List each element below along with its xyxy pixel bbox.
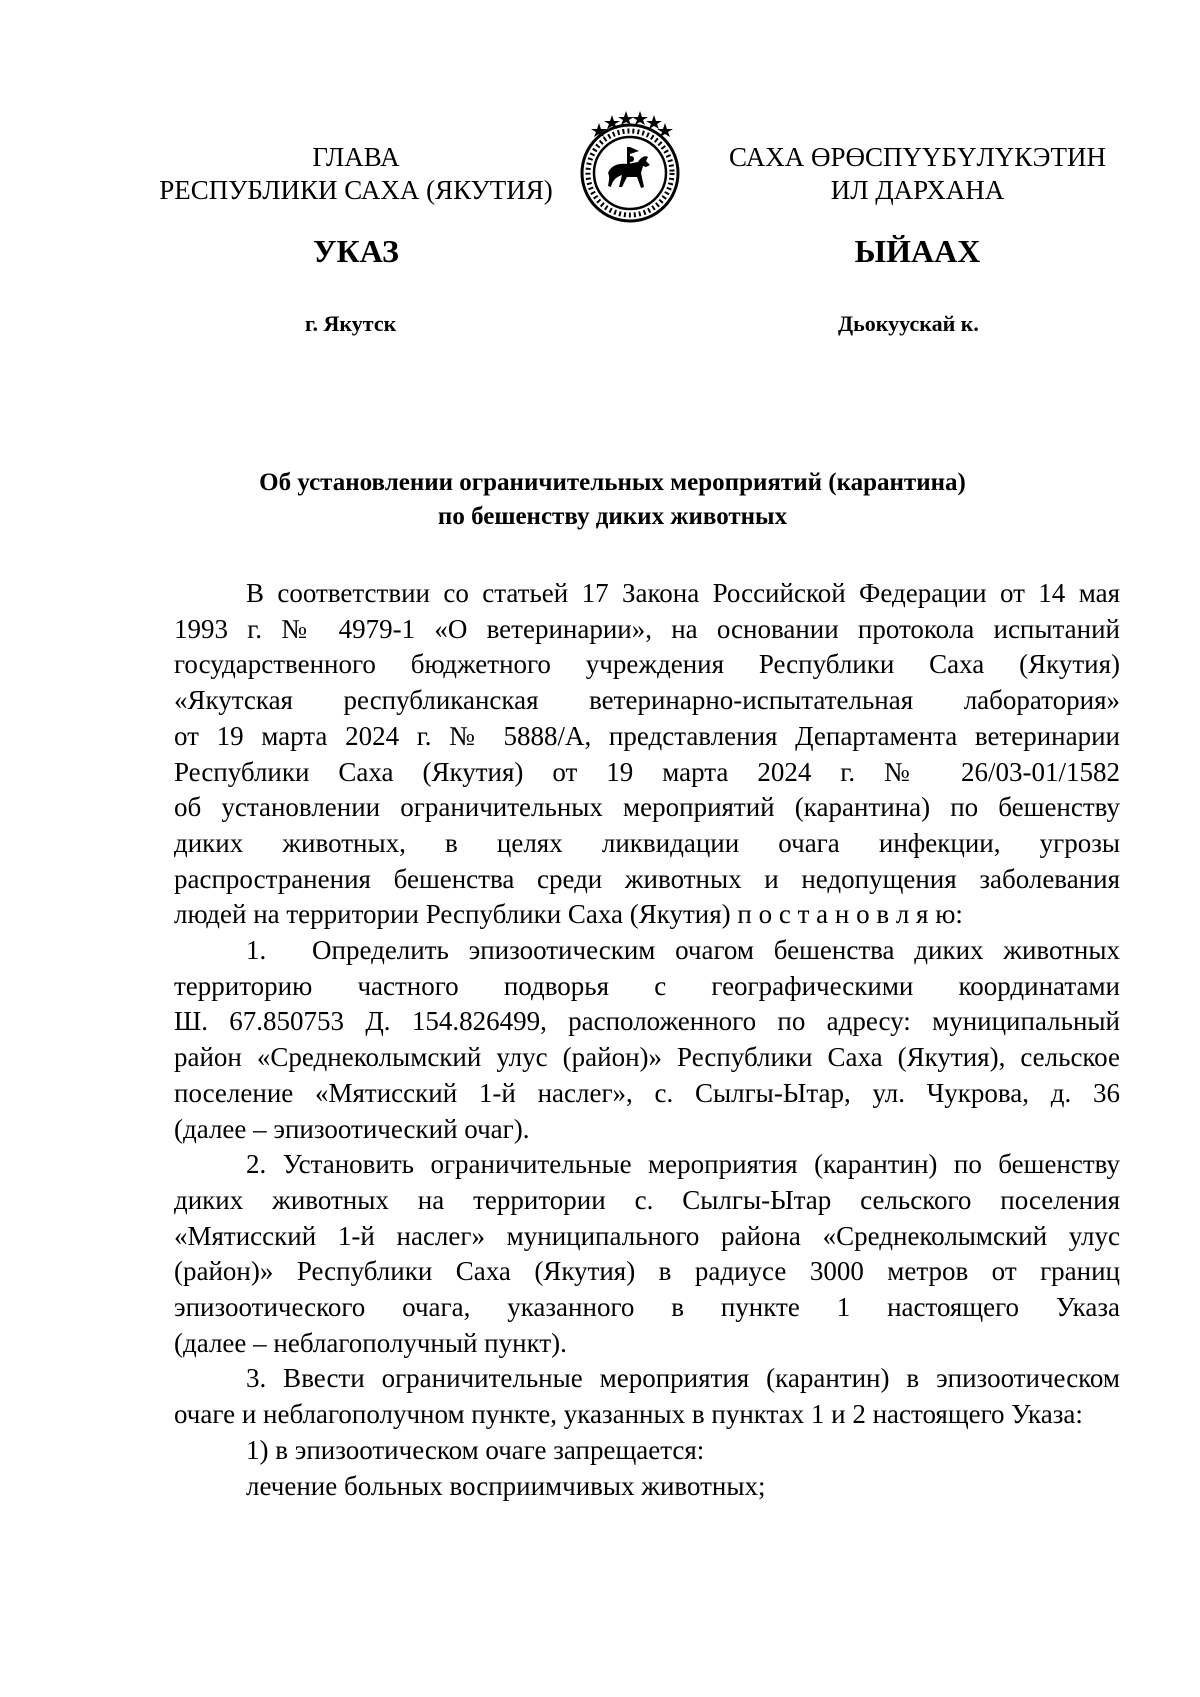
- item1-number: 1.: [246, 935, 267, 966]
- p1-line-3: государственного бюджетного учреждения Республики Саха (Якутия): [174, 649, 1120, 680]
- item2-line-1: 2. Установить ограничительные мероприятия (карантин) по бешенству: [246, 1149, 1120, 1180]
- document-body: [174, 576, 1120, 1504]
- p1-line-1: В соответствии со статьей 17 Закона Российской Федерации от 14 мая: [246, 578, 1120, 608]
- coat-of-arms-emblem-icon: [575, 107, 685, 227]
- p1-line-8: диких животных, в целях ликвидации очага инфекции, угрозы: [174, 827, 1120, 858]
- decree-label-sakha: ЫЙААХ: [854, 233, 981, 269]
- city-ru: г. Якутск: [305, 311, 397, 336]
- item1-line-4: район «Среднеколымский улус (район)» Республики Саха (Якутия), сельское: [174, 1042, 1120, 1073]
- item1-line-5: поселение «Мятисский 1-й наслег», с. Сылгы-Ытар, ул. Чукрова, д. 36: [174, 1077, 1120, 1108]
- p1-line-4: «Якутская республиканская ветеринарно-испытательная лаборатория»: [174, 685, 1120, 716]
- item2-line-2: диких животных на территории с. Сылгы-Ытар сельского поселения: [174, 1184, 1120, 1215]
- p1-line-9: распространения бешенства среди животных и недопущения заболевания: [174, 863, 1120, 894]
- p1-line-10: людей на территории Республики Саха (Якутия) п о с т а н о в л я ю:: [174, 899, 963, 930]
- header-right-line-2: ИЛ ДАРХАНА: [830, 175, 1005, 205]
- header-right-sakha: [725, 141, 1110, 207]
- item1-line-2: территорию частного подворья с географическими координатами: [174, 970, 1120, 1001]
- item1-line-1: [174, 933, 1120, 969]
- header-left-line-2: РЕСПУБЛИКИ САХА (ЯКУТИЯ): [159, 175, 553, 205]
- p1-line-5: от 19 марта 2024 г. № 5888/А, представления Департамента ветеринарии: [174, 720, 1120, 751]
- item2-line-5: эпизоотического очага, указанного в пункте 1 настоящего Указа: [174, 1292, 1120, 1323]
- item3-line-1: 3. Ввести ограничительные мероприятия (карантин) в эпизоотическом: [246, 1363, 1120, 1394]
- city-sakha: Дьокуускай к.: [838, 311, 979, 336]
- item2-line-3: «Мятисский 1-й наслег» муниципального района «Среднеколымский улус: [174, 1220, 1120, 1251]
- header-left-line-1: ГЛАВА: [312, 142, 400, 172]
- item1-first-text: Определить эпизоотическим очагом бешенства диких животных: [312, 935, 1120, 966]
- header-right-line-1: САХА ӨРӨСПҮҮБҮЛҮКЭТИН: [729, 142, 1106, 172]
- title-line-1: Об установлении ограничительных мероприятий (карантина): [259, 469, 966, 496]
- sub1-line: 1) в эпизоотическом очаге запрещается:: [246, 1434, 705, 1465]
- p1-line-7: об установлении ограничительных мероприятий (карантина) по бешенству: [174, 792, 1120, 823]
- header-left-ru: [150, 141, 562, 207]
- title-line-2: по бешенству диких животных: [437, 503, 788, 530]
- document-title: [150, 466, 1075, 534]
- p1-line-2: 1993 г. № 4979-1 «О ветеринарии», на основании протокола испытаний: [174, 613, 1120, 644]
- sub1-a-line: лечение больных восприимчивых животных;: [246, 1470, 766, 1501]
- item2-line-4: (район)» Республики Саха (Якутия) в радиусе 3000 метров от границ: [174, 1256, 1120, 1287]
- decree-label-ru: УКАЗ: [313, 233, 399, 269]
- item3-line-2: очаге и неблагополучном пункте, указанных в пунктах 1 и 2 настоящего Указа:: [174, 1399, 1083, 1430]
- p1-line-6: Республики Саха (Якутия) от 19 марта 2024 г. № 26/03-01/1582: [174, 756, 1120, 787]
- item2-line-6: (далее – неблагополучный пункт).: [174, 1327, 567, 1358]
- item1-line-3: Ш. 67.850753 Д. 154.826499, расположенного по адресу: муниципальный: [174, 1006, 1120, 1037]
- item1-line-6: (далее – эпизоотический очаг).: [174, 1113, 530, 1144]
